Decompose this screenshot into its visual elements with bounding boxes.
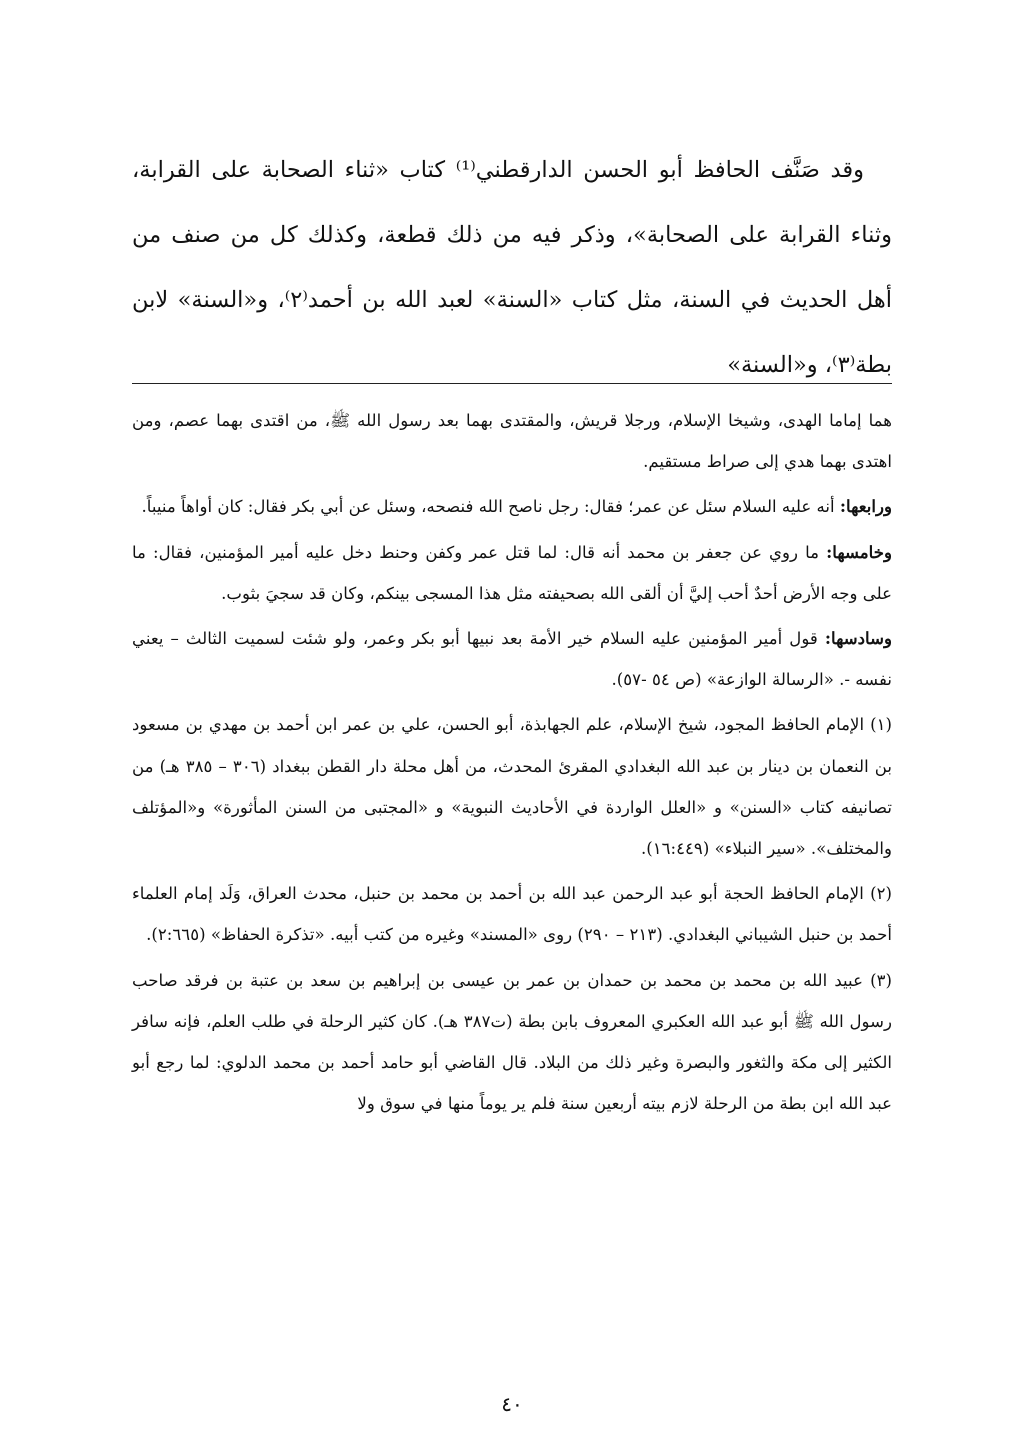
note-prior-text: هما إماما الهدى، وشيخا الإسلام، ورجلا قريش، والمقتدى بهما بعد رسول الله ﷺ، من اقتدى بهما عصم، ومن اهتدى بهما هدي إلى صراط مستقيم. xyxy=(132,411,892,472)
footnote-3: (٣) عبيد الله بن محمد بن محمد بن حمدان بن عمر بن عيسى بن إبراهيم بن سعد بن عتبة بن فرقد صاحب رسول الله ﷺ أبو عبد الله العكبري المعروف بابن بطة (ت٣٨٧ هـ). كان كثير الرحلة في طلب العلم، فإنه سافر الكثير إلى مكة والثغور والبصرة وغير ذلك من البلاد. قال القاضي أبو حامد أحمد بن محمد الدلوي: لما رجع أبو عبد الله ابن بطة من الرحلة لازم بيته أربعين سنة فلم ير يوماً منها في سوق ولا xyxy=(132,970,893,1114)
note-sixth xyxy=(132,618,892,700)
page-number: ٤٠ xyxy=(501,1392,523,1416)
note-fourth xyxy=(132,486,892,527)
footnote-divider xyxy=(132,383,892,384)
note-fourth-text: أنه عليه السلام سئل عن عمر؛ فقال: رجل ناصح الله فنصحه، وسئل عن أبي بكر فقال: كان أواهاً منيباً. xyxy=(141,497,840,517)
main-paragraph: وقد صَنَّف الحافظ أبو الحسن الدارقطني⁽¹⁾ كتاب «ثناء الصحابة على القرابة، وثناء القرابة على الصحابة»، وذكر فيه من ذلك قطعة، وكذلك كل من صنف من أهل الحديث في السنة، مثل كتاب «السنة» لعبد الله بن أحمد⁽٢⁾، و«السنة» لابن بطة⁽٣⁾، و«السنة» xyxy=(132,157,892,378)
note-fifth xyxy=(132,532,892,614)
note-fifth-label: وخامسها: xyxy=(826,541,892,562)
footnote-2: (٢) الإمام الحافظ الحجة أبو عبد الرحمن عبد الله بن أحمد بن محمد بن حنبل، محدث العراق، وَلَد إمام العلماء أحمد بن حنبل الشيباني البغدادي. (٢١٣ – ٢٩٠) روى «المسند» وغيره من كتب أبيه. «تذكرة الحفاظ» (٢:٦٦٥). xyxy=(132,884,892,945)
footnotes-block xyxy=(132,400,892,1128)
note-sixth-label: وسادسها: xyxy=(824,628,892,649)
note-fifth-text: ما روي عن جعفر بن محمد أنه قال: لما قتل عمر وكفن وحنط دخل عليه أمير المؤمنين، فقال: ما على وجه الأرض أحدٌ أحب إليَّ أن ألقى الله بصحيفته مثل هذا المسجى بينكم، وكان قد سجيَ بثوب. xyxy=(132,542,892,603)
note-sixth-text: قول أمير المؤمنين عليه السلام خير الأمة بعد نبيها أبو بكر وعمر، ولو شئت لسميت الثالث – يعني نفسه -. «الرسالة الوازعة» (ص ٥٤ -٥٧). xyxy=(132,629,892,690)
main-text-block xyxy=(132,138,892,398)
note-fourth-label: ورابعها: xyxy=(839,496,892,517)
footnote-1: (١) الإمام الحافظ المجود، شيخ الإسلام، علم الجهابذة، أبو الحسن، علي بن عمر ابن أحمد بن مهدي بن مسعود بن النعمان بن دينار بن عبد الله البغدادي المقرئ المحدث، من أهل محلة دار القطن ببغداد (٣٠٦ – ٣٨٥ هـ) من تصانيفه كتاب «السنن» و «العلل الواردة في الأحاديث النبوية» و «المجتبى من السنن المأثورة» و«المؤتلف والمختلف». «سير النبلاء» (١٦:٤٤٩). xyxy=(132,715,892,859)
